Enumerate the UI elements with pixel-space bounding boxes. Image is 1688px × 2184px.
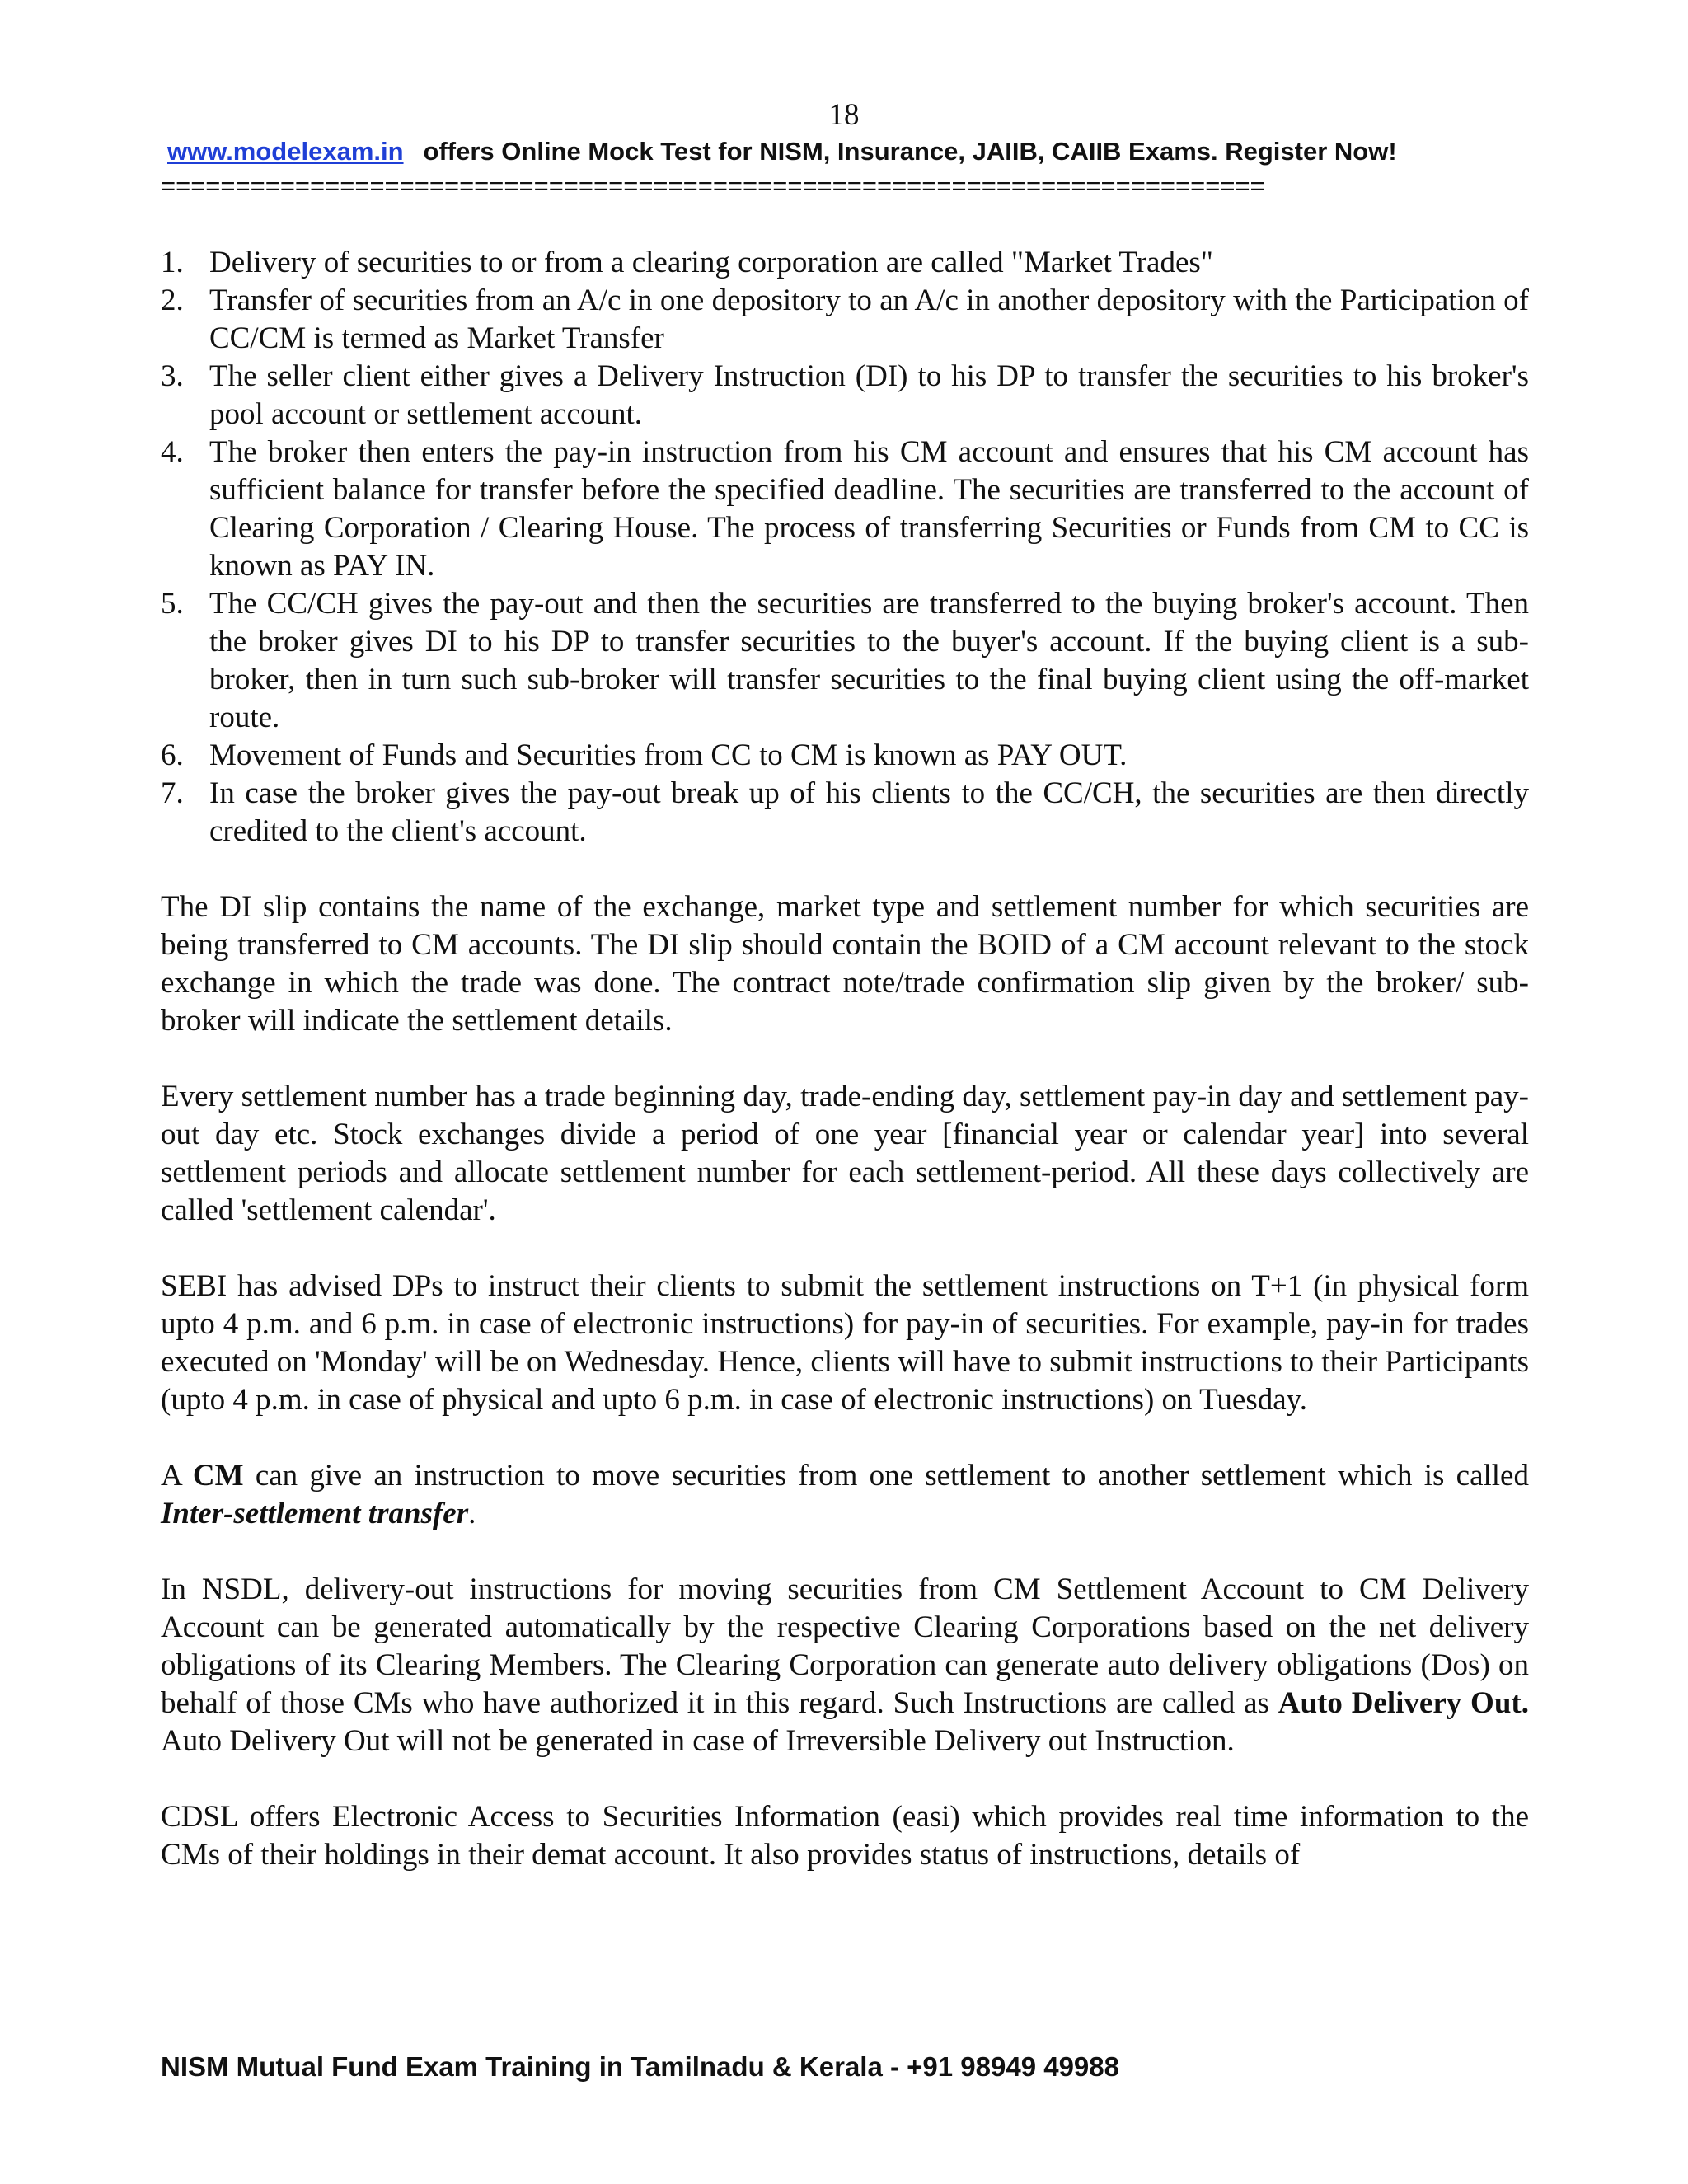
list-item-number: 3. (161, 359, 184, 393)
list-item-number: 5. (161, 587, 184, 621)
footer-promo: NISM Mutual Fund Exam Training in Tamilnadu & Kerala - +91 98949 49988 (161, 2051, 1119, 2082)
promo-header (167, 135, 1397, 168)
list-item (161, 737, 1529, 775)
inter-settlement-paragraph (161, 1457, 1529, 1533)
list-item-number: 1. (161, 246, 184, 279)
bold-term: Auto Delivery Out. (1278, 1686, 1529, 1720)
text-run: A (161, 1459, 193, 1493)
website-link[interactable]: www.modelexam.in (167, 137, 404, 166)
text-run: . (468, 1497, 476, 1530)
list-item-number: 7. (161, 776, 184, 810)
list-item-text: Transfer of securities from an A/c in one depository to an A/c in another depository with the Participation of CC/CM is termed as Market Transfer (209, 284, 1529, 355)
list-item-text: Delivery of securities to or from a clearing corporation are called "Market Trades" (209, 246, 1213, 279)
text-run: can give an instruction to move securities from one settlement to another settlement which is called (243, 1459, 1529, 1493)
text-run: Auto Delivery Out will not be generated in case of Irreversible Delivery out Instruction. (161, 1724, 1235, 1758)
header-tagline: offers Online Mock Test for NISM, Insurance, JAIIB, CAIIB Exams. Register Now! (423, 137, 1397, 166)
cdsl-paragraph: CDSL offers Electronic Access to Securities Information (easi) which provides real time information to the CMs of their holdings in their demat account. It also provides status of instructions, details of (161, 1800, 1529, 1872)
nsdl-paragraph (161, 1571, 1529, 1760)
di-slip-paragraph: The DI slip contains the name of the exchange, market type and settlement number for which securities are being transferred to CM accounts. The DI slip should contain the BOID of a CM account relevant to the stock exchange in which the trade was done. The contract note/trade confirmation slip given by the broker/ sub-broker will indicate the settlement details. (161, 890, 1529, 1038)
list-item (161, 358, 1529, 434)
process-list (161, 244, 1529, 851)
list-item (161, 585, 1529, 737)
list-item-text: Movement of Funds and Securities from CC to CM is known as PAY OUT. (209, 738, 1128, 772)
header-separator: ========================================================================== (161, 171, 1265, 200)
bold-italic-term: Inter-settlement transfer (161, 1497, 469, 1530)
text-run: In NSDL, delivery-out instructions for moving securities from CM Settlement Account to CM Delivery Account can be generated automatically by the respective Clearing Corporations based on the net delivery obligations of its Clearing Members. The Clearing Corporation can generate auto delivery obligations (Dos) on behalf of those CMs who have authorized it in this regard. Such Instructions are called as (161, 1572, 1529, 1720)
list-item-number: 6. (161, 738, 184, 772)
list-item-number: 2. (161, 284, 184, 317)
list-item (161, 282, 1529, 358)
document-body (161, 244, 1529, 1874)
list-item-text: In case the broker gives the pay-out break up of his clients to the CC/CH, the securities are then directly credited to the client's account. (209, 776, 1529, 848)
list-item-text: The seller client either gives a Delivery Instruction (DI) to his DP to transfer the securities to his broker's pool account or settlement account. (209, 359, 1529, 431)
list-item-text: The CC/CH gives the pay-out and then the securities are transferred to the buying broker's account. Then the broker gives DI to his DP to transfer securities to the buyer's account. If the buying client is a sub-broker, then in turn such sub-broker will transfer securities to the final buying client using the off-market route. (209, 587, 1529, 734)
list-item (161, 244, 1529, 282)
list-item (161, 434, 1529, 585)
list-item-number: 4. (161, 435, 184, 469)
bold-term: CM (192, 1459, 244, 1493)
page-number: 18 (828, 98, 860, 132)
settlement-number-paragraph: Every settlement number has a trade beginning day, trade-ending day, settlement pay-in day and settlement pay-out day etc. Stock exchanges divide a period of one year [financial year or calendar year] into several settlement periods and allocate settlement number for each settlement-period. All these days collectively are called 'settlement calendar'. (161, 1080, 1529, 1227)
sebi-paragraph: SEBI has advised DPs to instruct their clients to submit the settlement instructions on T+1 (in physical form upto 4 p.m. and 6 p.m. in case of electronic instructions) for pay-in of securities. For example, pay-in for trades executed on 'Monday' will be on Wednesday. Hence, clients will have to submit instructions to their Participants (upto 4 p.m. in case of physical and upto 6 p.m. in case of electronic instructions) on Tuesday. (161, 1269, 1529, 1417)
list-item (161, 775, 1529, 851)
list-item-text: The broker then enters the pay-in instruction from his CM account and ensures that his CM account has sufficient balance for transfer before the specified deadline. The securities are transferred to the account of Clearing Corporation / Clearing House. The process of transferring Securities or Funds from CM to CC is known as PAY IN. (209, 435, 1529, 583)
